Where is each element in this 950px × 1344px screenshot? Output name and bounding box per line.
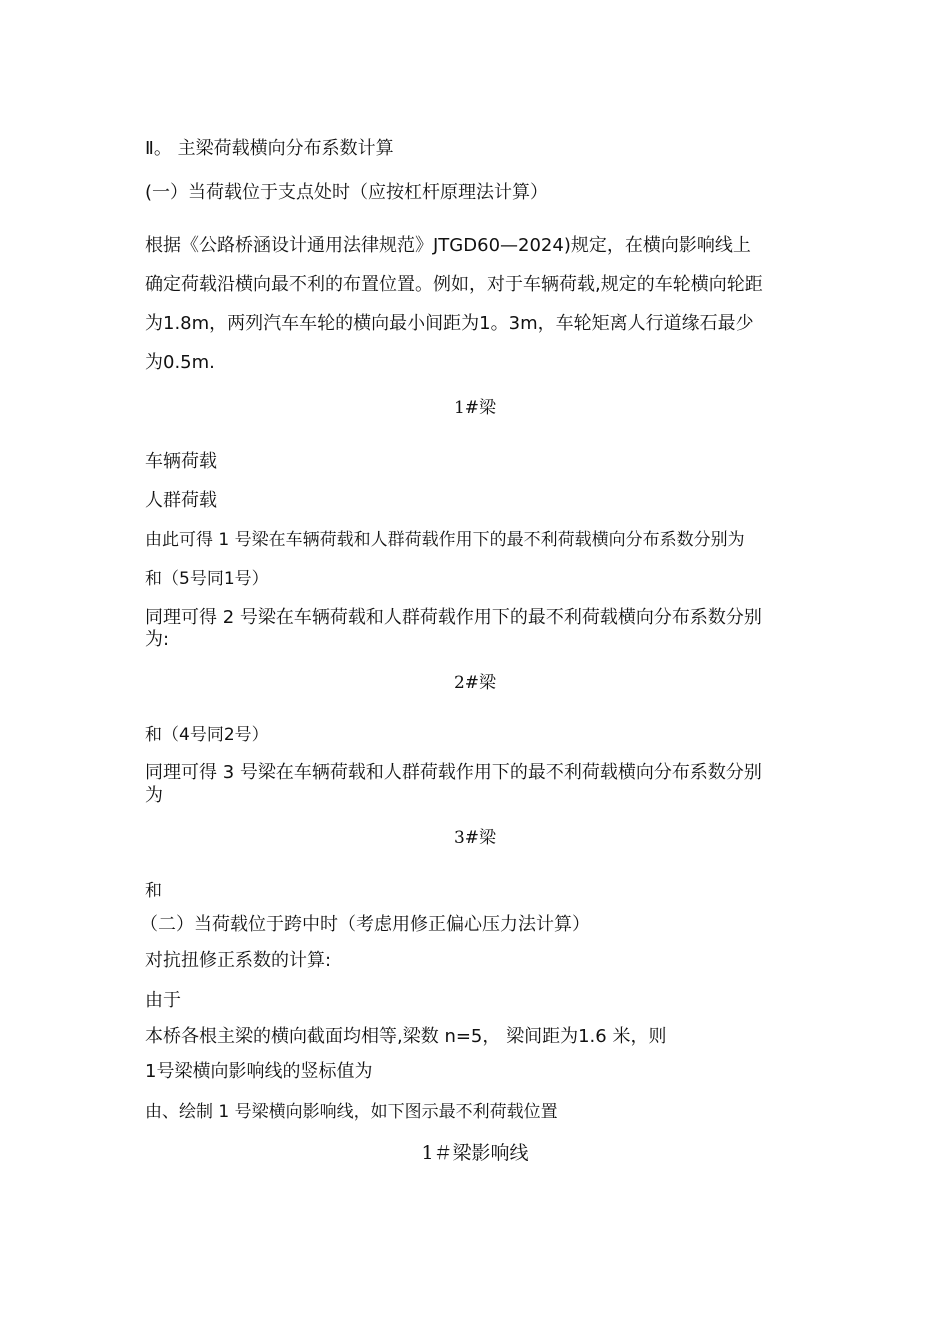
- paragraph-line: 为0.5m.: [145, 352, 215, 373]
- subsection-title-midspan: （二）当荷载位于跨中时（考虑用修正偏心压力法计算）: [140, 914, 590, 935]
- paragraph-line: 根据《公路桥涵设计通用法律规范》JTGD60—2024)规定，在横向影响线上: [145, 235, 751, 256]
- subsection-title-support: (一）当荷载位于支点处时（应按杠杆原理法计算）: [145, 182, 549, 203]
- label-crowd-load: 人群荷载: [145, 490, 217, 511]
- section-title: Ⅱ。 主梁荷载横向分布系数计算: [145, 138, 394, 159]
- figure-caption-beam-3: 3#梁: [453, 828, 497, 848]
- paragraph-line: 1号梁横向影响线的竖标值为: [145, 1061, 373, 1082]
- paragraph-line: 为1.8m，两列汽车车轮的横向最小间距为1。3m，车轮矩离人行道缘石最少: [145, 313, 754, 334]
- paragraph-line: 对抗扭修正系数的计算:: [145, 950, 332, 971]
- figure-caption-influence-line: 1＃梁影响线: [421, 1142, 529, 1164]
- paragraph-line: 和: [145, 881, 162, 901]
- paragraph-line: 本桥各根主梁的横向截面均相等,梁数 n=5， 梁间距为1.6 米，则: [145, 1026, 667, 1047]
- paragraph-line: 同理可得 3 号梁在车辆荷载和人群荷载作用下的最不利荷载横向分布系数分别: [145, 762, 762, 783]
- paragraph-line: 同理可得 2 号梁在车辆荷载和人群荷载作用下的最不利荷载横向分布系数分别: [145, 607, 762, 628]
- paragraph-line: 由、绘制 1 号梁横向影响线，如下图示最不利荷载位置: [145, 1102, 558, 1122]
- figure-caption-beam-2: 2#梁: [453, 673, 497, 693]
- paragraph-line: 为:: [145, 629, 170, 650]
- paragraph-line: 为: [145, 785, 163, 806]
- paragraph-line: 确定荷载沿横向最不利的布置位置。例如，对于车辆荷载,规定的车轮横向轮距: [145, 274, 763, 295]
- paragraph-line: 由于: [145, 990, 181, 1011]
- paragraph-line: 由此可得 1 号梁在车辆荷载和人群荷载作用下的最不利荷载横向分布系数分别为: [145, 530, 745, 550]
- label-vehicle-load: 车辆荷载: [145, 451, 217, 472]
- paragraph-line: 和（5号同1号）: [145, 569, 269, 589]
- figure-caption-beam-1: 1#梁: [453, 398, 497, 418]
- paragraph-line: 和（4号同2号）: [145, 725, 269, 745]
